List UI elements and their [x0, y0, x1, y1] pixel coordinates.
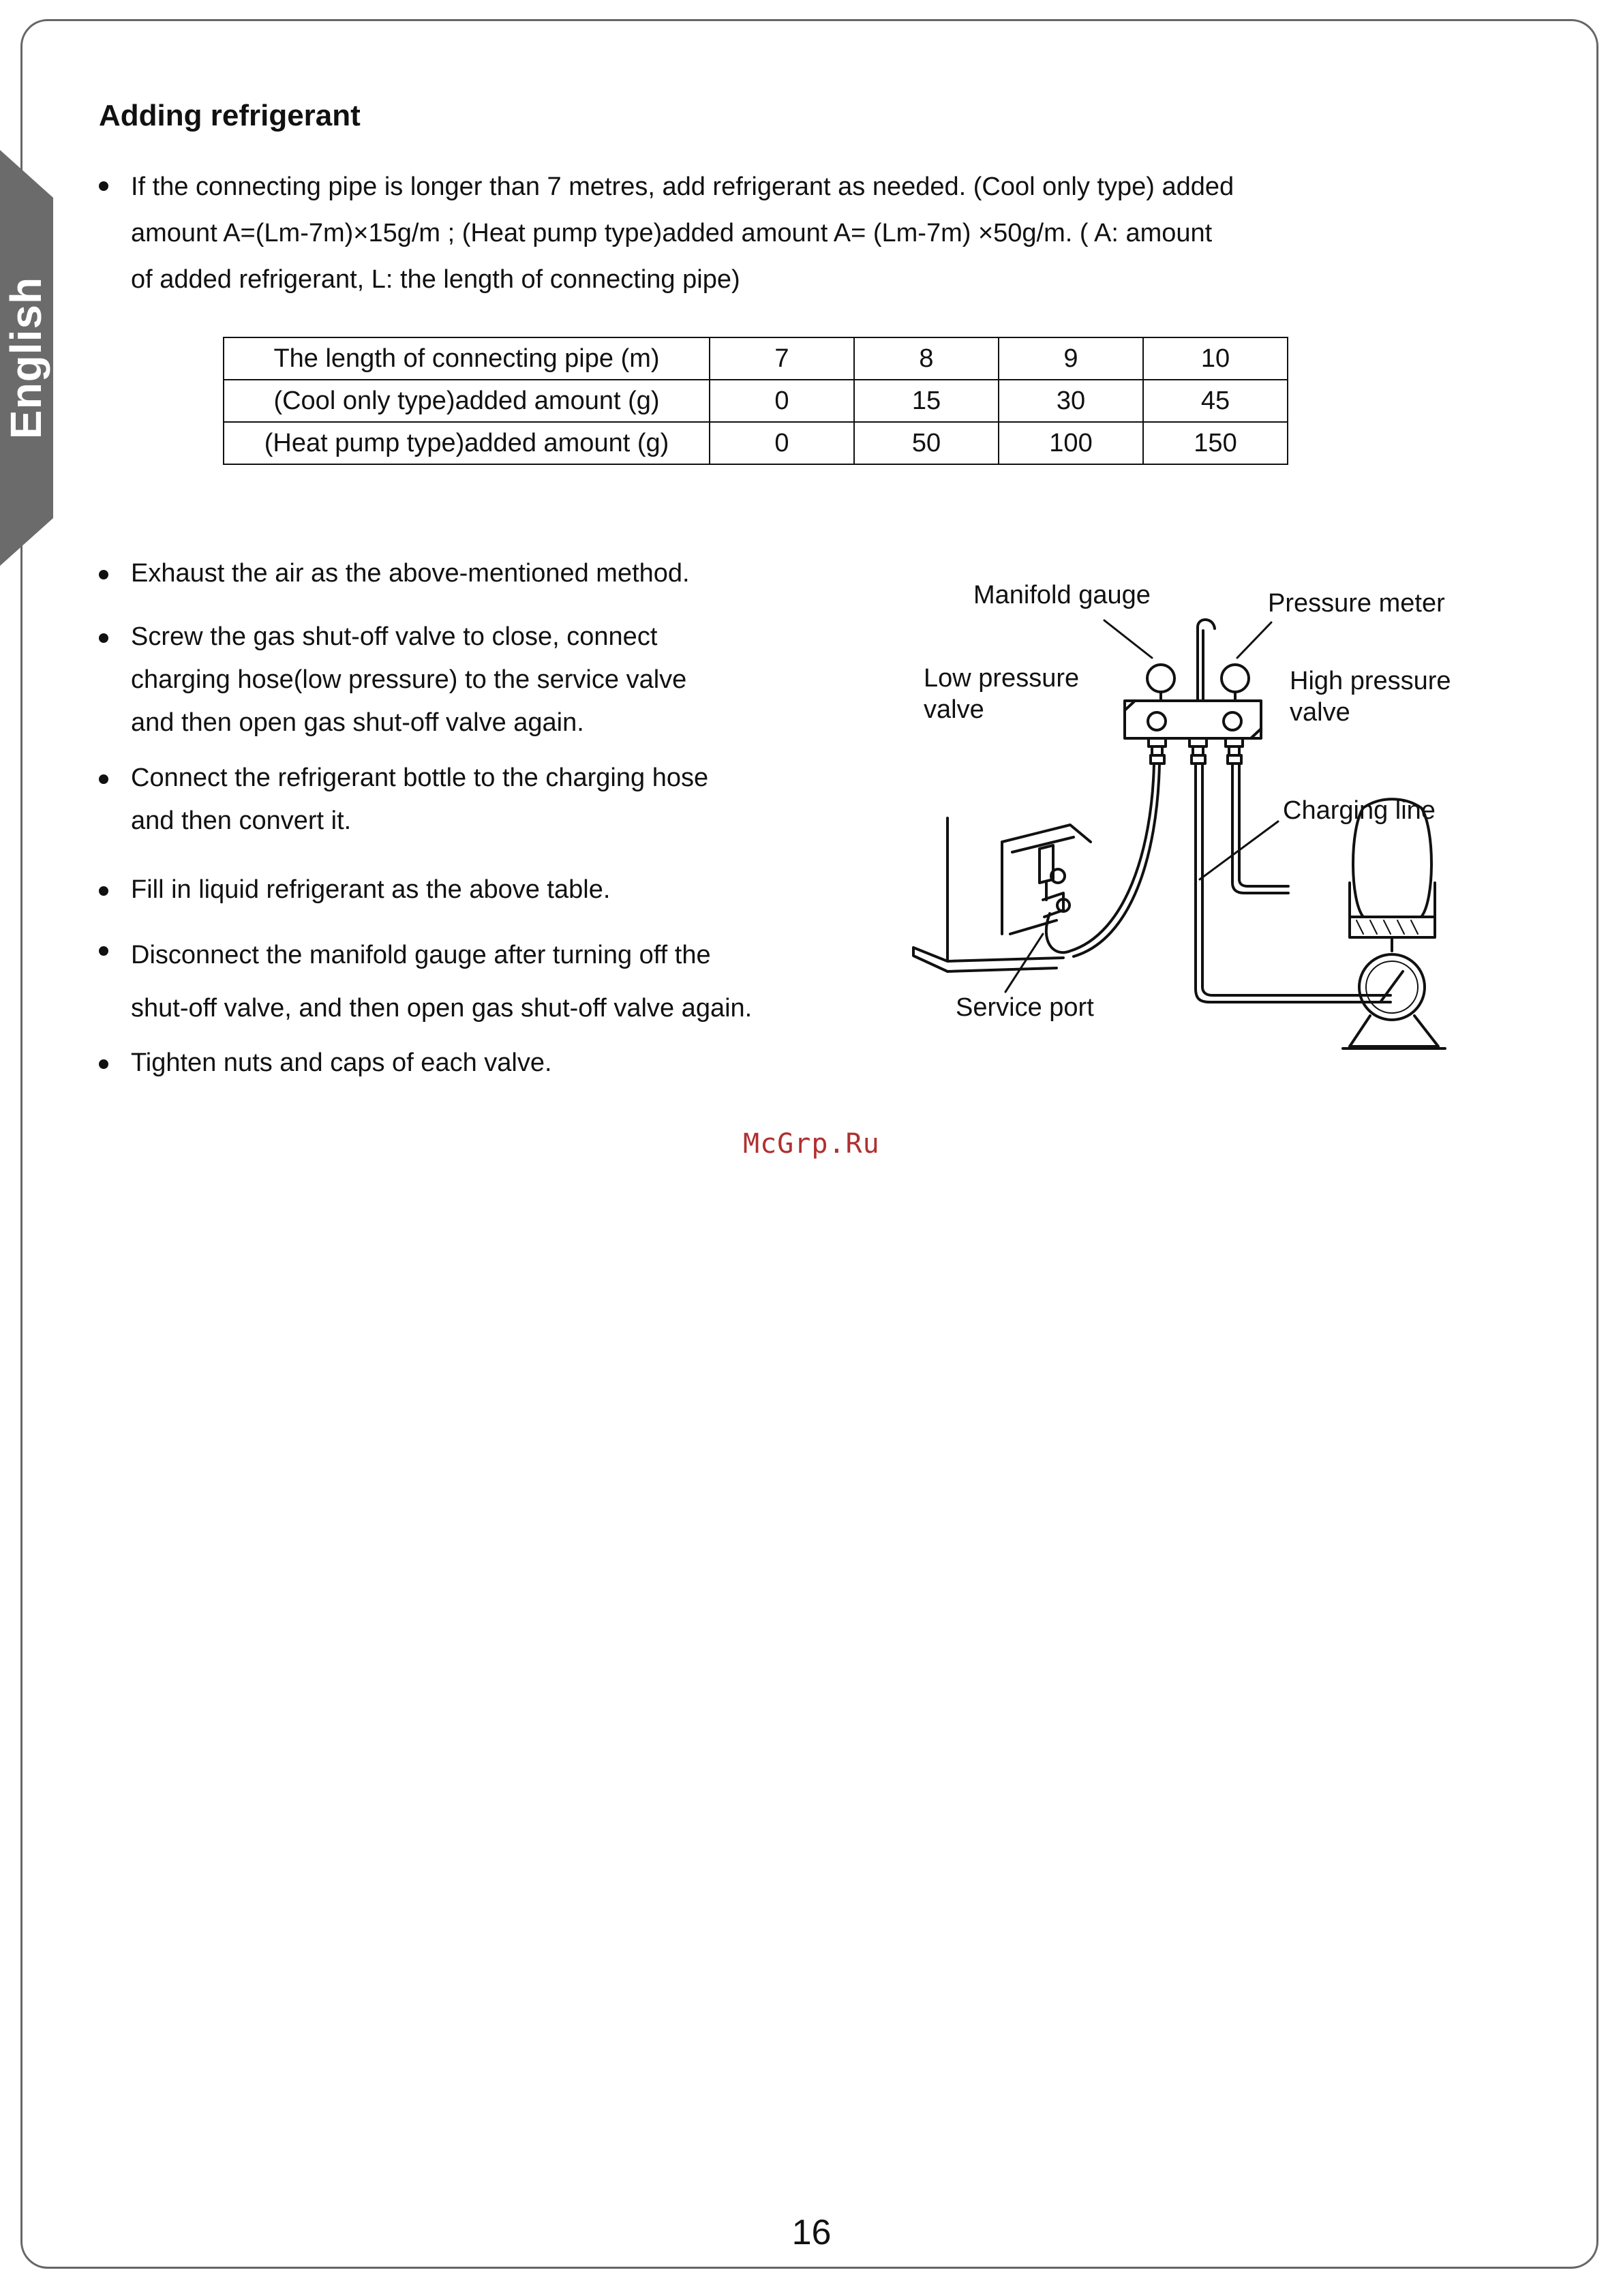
label-line: High pressure	[1290, 667, 1451, 695]
table-cell: 45	[1143, 380, 1288, 422]
fitting	[1189, 738, 1207, 764]
service-port-pointer	[1005, 934, 1043, 992]
label-line: valve	[1290, 698, 1350, 727]
intro-line: amount A=(Lm-7m)×15g/m ; (Heat pump type)added amount A= (Lm-7m) ×50g/m. ( A: amount	[131, 219, 1213, 247]
step-line: and then open gas shut-off valve again.	[131, 708, 584, 737]
fitting	[1149, 738, 1166, 764]
unit-outline	[913, 818, 1063, 971]
high-line	[1232, 764, 1288, 893]
table-cell: 10	[1143, 337, 1288, 380]
step-line: Tighten nuts and caps of each valve.	[131, 1048, 552, 1077]
step-line: and then convert it.	[131, 806, 352, 835]
table-cell: (Cool only type)added amount (g)	[224, 380, 710, 422]
step-item	[99, 868, 883, 911]
table-cell: 8	[854, 337, 999, 380]
label-line: Low pressure	[924, 664, 1080, 693]
section-title: Adding refrigerant	[99, 99, 361, 132]
fitting	[1226, 738, 1243, 764]
high-gauge	[1222, 665, 1249, 692]
table-cell: 100	[999, 422, 1143, 464]
step-line: Disconnect the manifold gauge after turning off the	[131, 941, 711, 969]
language-tab-label: English	[1, 276, 50, 440]
table-row	[224, 422, 1288, 464]
intro-paragraph	[99, 164, 1380, 303]
manifold-detail	[1125, 701, 1135, 710]
table-cell: 150	[1143, 422, 1288, 464]
pressure-meter-pointer	[1237, 622, 1271, 658]
table-cell: 0	[710, 422, 854, 464]
high-pressure-valve-label	[1290, 665, 1451, 728]
step-line: Connect the refrigerant bottle to the charging hose	[131, 764, 709, 792]
low-pressure-valve-label	[924, 663, 1079, 725]
pressure-meter-label: Pressure meter	[1268, 589, 1445, 618]
low-gauge	[1147, 665, 1174, 692]
table-cell: 9	[999, 337, 1143, 380]
watermark: McGrp.Ru	[743, 1128, 880, 1160]
step-item	[99, 552, 883, 595]
label-line: valve	[924, 695, 984, 724]
table-cell: The length of connecting pipe (m)	[224, 337, 710, 380]
table-row	[224, 337, 1288, 380]
step-line: shut-off valve, and then open gas shut-off valve again.	[131, 994, 753, 1023]
manifold-gauge-label: Manifold gauge	[973, 581, 1151, 609]
step-line: charging hose(low pressure) to the service valve	[131, 665, 687, 694]
charging-hose	[1046, 764, 1154, 952]
refrigerant-amount-table	[223, 337, 1288, 465]
charging-hose-inner	[1074, 764, 1159, 956]
step-line: Exhaust the air as the above-mentioned method.	[131, 559, 690, 588]
table-cell: (Heat pump type)added amount (g)	[224, 422, 710, 464]
page-number: 16	[791, 2213, 832, 2252]
step-line: Fill in liquid refrigerant as the above table.	[131, 875, 611, 904]
table-cell: 50	[854, 422, 999, 464]
scale-needle	[1380, 971, 1403, 1002]
manifold-detail	[1251, 729, 1261, 738]
manifold-gauge-pointer	[1104, 620, 1152, 658]
step-item	[99, 1042, 883, 1085]
table-cell: 7	[710, 337, 854, 380]
intro-bullet	[99, 164, 1380, 303]
table-cell: 15	[854, 380, 999, 422]
step-item	[99, 616, 883, 744]
table-cell: 30	[999, 380, 1143, 422]
refrigerant-charging-diagram	[900, 579, 1486, 1098]
step-item	[99, 928, 883, 1035]
step-item	[99, 757, 883, 843]
high-line-inner	[1239, 764, 1288, 886]
manifold-hook	[1198, 620, 1215, 701]
intro-line: of added refrigerant, L: the length of connecting pipe)	[131, 265, 740, 294]
charging-line-label: Charging line	[1283, 796, 1436, 825]
scale-frame	[1350, 883, 1435, 937]
intro-line: If the connecting pipe is longer than 7 metres, add refrigerant as needed. (Cool only type) added	[131, 172, 1234, 201]
low-valve-knob	[1148, 712, 1166, 730]
table-cell: 0	[710, 380, 854, 422]
service-port-label: Service port	[956, 993, 1094, 1022]
procedure-steps	[99, 552, 883, 1085]
step-line: Screw the gas shut-off valve to close, connect	[131, 622, 658, 651]
scale-hatch	[1356, 920, 1418, 934]
service-valve	[1040, 845, 1063, 917]
table-row	[224, 380, 1288, 422]
high-valve-knob	[1224, 712, 1241, 730]
